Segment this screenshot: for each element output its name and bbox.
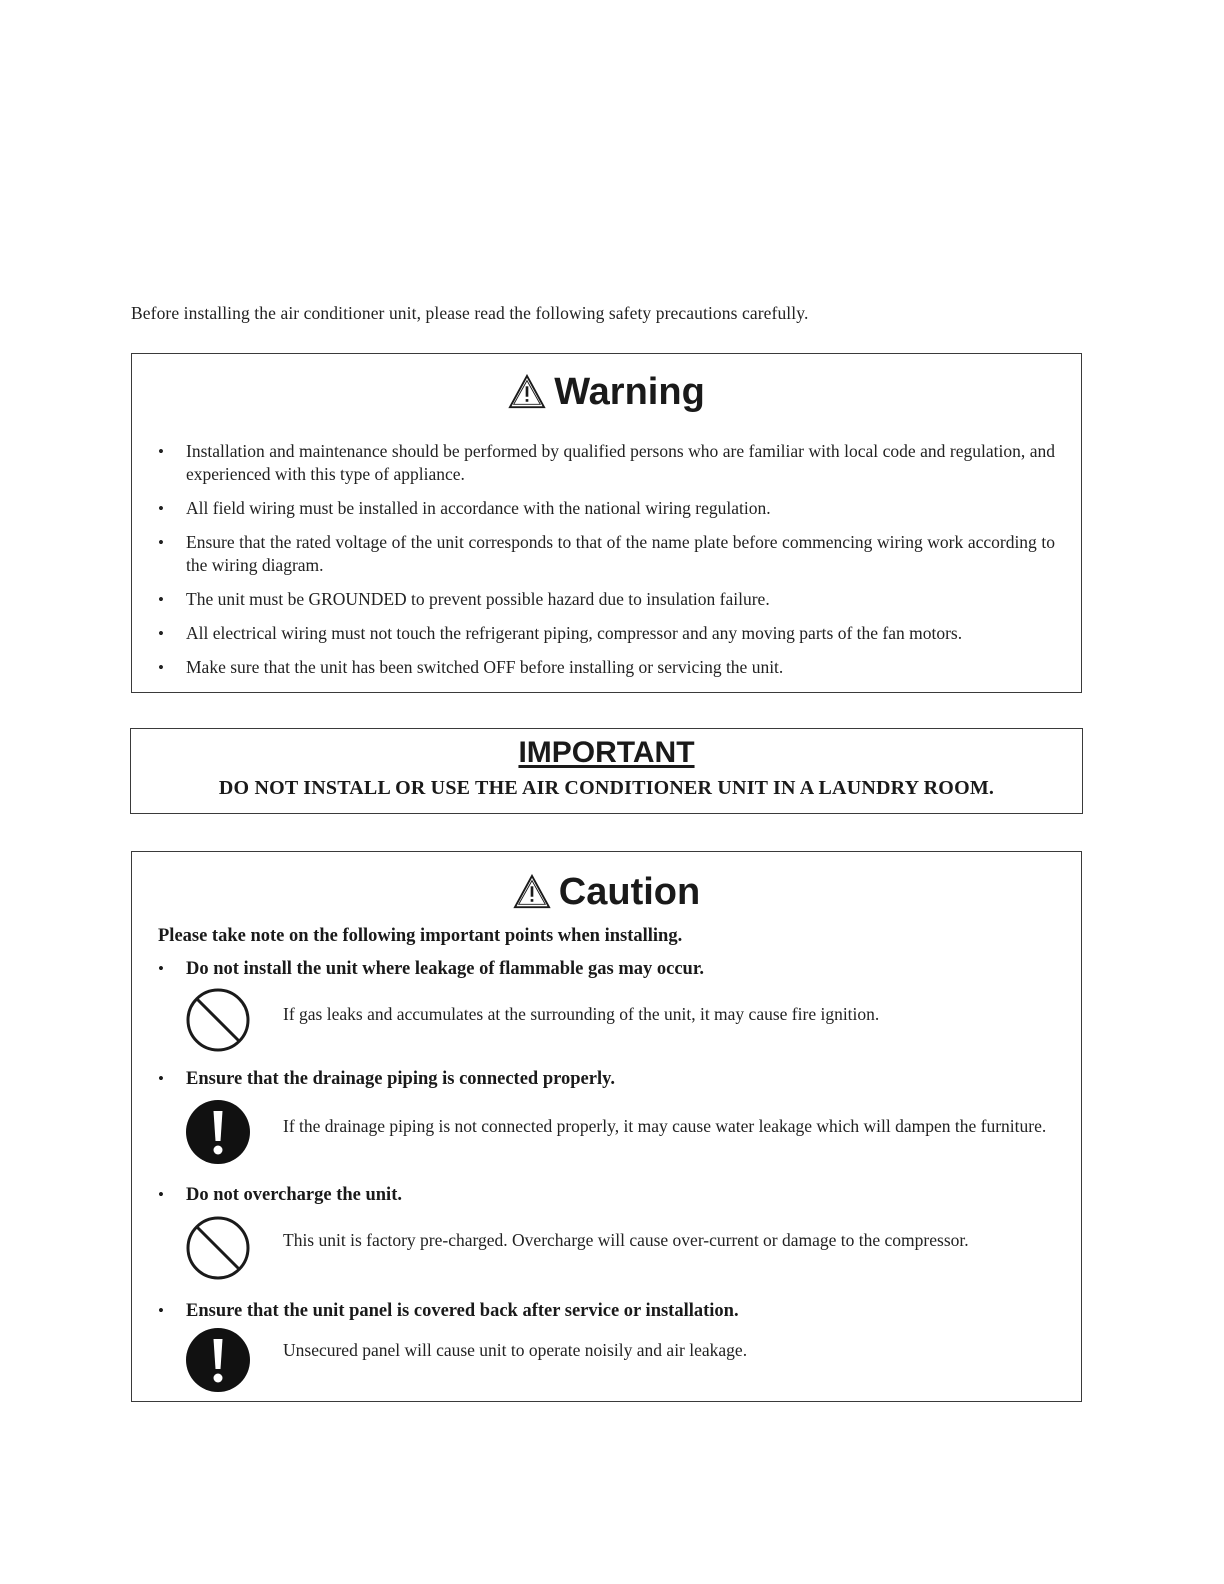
prohibited-icon — [185, 987, 251, 1053]
caution-detail-text: Unsecured panel will cause unit to operate noisily and air leakage. — [283, 1340, 748, 1360]
list-item — [132, 588, 1081, 611]
warning-item-text: Installation and maintenance should be performed by qualified persons who are familiar with local code and regulation, and experienced with this type of appliance. — [186, 441, 1055, 484]
caution-detail — [132, 1323, 1081, 1403]
list-item — [132, 531, 1081, 577]
bullet-icon: • — [158, 658, 164, 677]
bullet-icon: • — [158, 624, 164, 643]
warning-triangle-icon — [508, 374, 546, 410]
list-item — [132, 622, 1081, 645]
caution-point-text: Ensure that the unit panel is covered back after service or installation. — [186, 1301, 739, 1321]
important-box — [130, 728, 1083, 814]
warning-heading — [132, 368, 1081, 416]
intro-text: Before installing the air conditioner unit, please read the following safety precautions carefully. — [131, 303, 809, 323]
warning-item-text: All field wiring must be installed in accordance with the national wiring regulation. — [186, 498, 771, 518]
caution-detail-text: If gas leaks and accumulates at the surrounding of the unit, it may cause fire ignition. — [283, 1004, 880, 1024]
prohibited-icon — [185, 1215, 251, 1281]
bullet-icon: • — [158, 1069, 164, 1088]
list-item — [132, 656, 1081, 679]
caution-heading — [132, 868, 1081, 916]
warning-item-text: All electrical wiring must not touch the refrigerant piping, compressor and any moving parts of the fan motors. — [186, 623, 963, 643]
caution-point — [132, 1299, 1081, 1323]
caution-item — [132, 1299, 1081, 1403]
caution-item — [132, 957, 1081, 1055]
important-title: IMPORTANT — [518, 736, 695, 769]
list-item — [132, 497, 1081, 520]
mandatory-exclamation-icon — [185, 1327, 251, 1393]
warning-item-text: The unit must be GROUNDED to prevent possible hazard due to insulation failure. — [186, 589, 770, 609]
caution-point — [132, 957, 1081, 981]
bullet-icon: • — [158, 442, 164, 461]
caution-detail — [132, 1207, 1081, 1299]
mandatory-exclamation-icon — [185, 1099, 251, 1165]
bullet-icon: • — [158, 959, 164, 978]
bullet-icon: • — [158, 590, 164, 609]
warning-item-text: Make sure that the unit has been switched OFF before installing or servicing the unit. — [186, 657, 784, 677]
caution-point-text: Ensure that the drainage piping is connected properly. — [186, 1069, 615, 1089]
caution-point — [132, 1067, 1081, 1091]
bullet-icon: • — [158, 1185, 164, 1204]
caution-detail-text: If the drainage piping is not connected properly, it may cause water leakage which will dampen the furniture. — [283, 1116, 1047, 1136]
caution-box — [131, 851, 1082, 1402]
warning-box — [131, 353, 1082, 693]
bullet-icon: • — [158, 1301, 164, 1320]
list-item — [132, 440, 1081, 486]
caution-point-text: Do not install the unit where leakage of flammable gas may occur. — [186, 959, 704, 979]
warning-triangle-icon — [513, 874, 551, 910]
caution-point-text: Do not overcharge the unit. — [186, 1185, 402, 1205]
caution-title: Caution — [558, 870, 701, 913]
caution-item — [132, 1067, 1081, 1183]
caution-point — [132, 1183, 1081, 1207]
caution-intro: Please take note on the following important points when installing. — [158, 926, 683, 946]
caution-detail-text: This unit is factory pre-charged. Overcharge will cause over-current or damage to the compressor. — [283, 1230, 969, 1250]
warning-list — [132, 440, 1081, 679]
caution-item — [132, 1183, 1081, 1299]
warning-title: Warning — [554, 370, 705, 413]
important-text: DO NOT INSTALL OR USE THE AIR CONDITIONER UNIT IN A LAUNDRY ROOM. — [218, 777, 995, 799]
caution-detail — [132, 1091, 1081, 1183]
bullet-icon: • — [158, 533, 164, 552]
caution-detail — [132, 981, 1081, 1055]
bullet-icon: • — [158, 499, 164, 518]
warning-item-text: Ensure that the rated voltage of the unit corresponds to that of the name plate before commencing wiring work according to the wiring diagram. — [186, 532, 1055, 575]
